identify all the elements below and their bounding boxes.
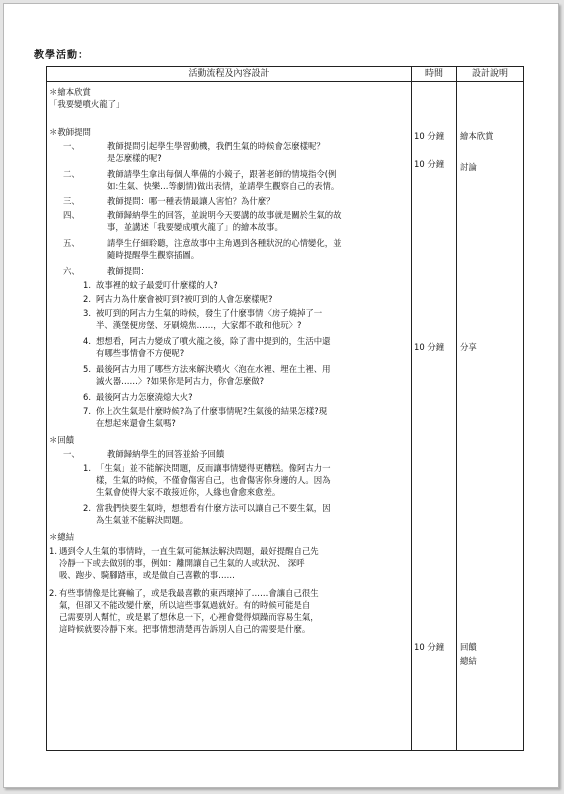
activity-line: 教師提問：哪一種表情最讓人害怕？為什麼？: [107, 196, 275, 206]
activity-line: 在想起來還會生氣嗎?: [96, 418, 176, 428]
design-note: 總結: [460, 656, 477, 666]
item-number: 四、: [63, 210, 80, 220]
item-number: 5.: [83, 364, 91, 374]
activity-line: 遇到令人生氣的事情時，一直生氣可能無法解決問題，最好提醒自己先: [59, 546, 319, 556]
activity-line: ＊繪本欣賞: [49, 87, 91, 97]
activity-line: 「生氣」並不能解決問題，反而讓事情變得更糟糕。像阿古力一: [96, 463, 331, 473]
item-number: 2.: [83, 294, 91, 304]
item-number: 五、: [63, 238, 80, 248]
activity-line: 最後阿古力用了哪些方法來解決噴火〈泡在水裡、埋在土裡、用: [96, 364, 331, 374]
table-body-row: [47, 82, 524, 751]
design-notes-cell: [457, 82, 524, 751]
activity-line: 生氣會使得大家不敢接近你，人緣也會愈來愈差。: [96, 487, 281, 497]
activity-line: ＊總結: [49, 532, 75, 542]
item-number: 4.: [83, 336, 91, 346]
activity-line: 教師提問引起學生學習動機，我們生氣的時候會怎麼樣呢？: [107, 141, 325, 151]
item-number: 二、: [63, 169, 80, 179]
item-number: 一、: [63, 141, 80, 151]
item-number: 7.: [83, 406, 91, 416]
activity-line: 你上次生氣是什麼時候?為了什麼事情呢?生氣後的結果怎樣?現: [96, 406, 328, 416]
item-number: 2.: [83, 503, 91, 513]
time-entry: 10 分鐘: [414, 159, 445, 169]
activity-line: 半、漢堡便房堡、牙刷燒焦……，大家都不敢和他玩〉?: [96, 320, 302, 330]
activity-line: 阿古力為什麼會被叮到?被叮到的人會怎麼樣呢?: [96, 294, 273, 304]
activity-line: 為生氣並不能解決問題。: [96, 515, 189, 525]
activity-line: 教師請學生拿出每個人準備的小鏡子，跟著老師的情境指令(例: [107, 169, 337, 179]
activity-line: 事，並講述「我要變成噴火龍了」的繪本故事。: [107, 222, 283, 232]
activity-line: 是怎麼樣的呢?: [107, 153, 162, 163]
activity-line: 吸、跑步、騎腳踏車，或是做自己喜歡的事……: [59, 570, 235, 580]
lesson-plan-table: [46, 66, 524, 751]
activity-line: 氣，但卻又不能改變什麼，所以這些事氣過就好。有的時候可能是自: [59, 600, 311, 610]
activity-line: ＊回饋: [49, 435, 75, 445]
activity-line: 樣，生氣的時候，不僅會傷害自己，也會傷害你身邊的人。因為: [96, 475, 331, 485]
activity-line: 想想看，阿古力變成了噴火龍之後，除了書中提到的，生活中還: [96, 336, 331, 346]
item-number: 一、: [63, 449, 80, 459]
activity-line: 冷靜一下或去做別的事，例如：離開讓自己生氣的人或狀況、 深呼: [59, 558, 305, 568]
activity-line: 己需要別人幫忙，或是累了想休息一下，心裡會覺得煩躁而容易生氣，: [59, 612, 319, 622]
item-number: 1.: [83, 463, 91, 473]
activity-line: 這時候就要冷靜下來。把事情想清楚再告訴別人自己的需要是什麼。: [59, 624, 311, 634]
header-notes: 設計說明: [457, 67, 524, 82]
activity-line: 故事裡的蚊子最愛叮什麼樣的人?: [96, 280, 218, 290]
activity-line: 教師提問：: [107, 266, 149, 276]
activity-line: 被叮到的阿古力生氣的時候，發生了什麼事情〈房子燒掉了一: [96, 308, 323, 318]
activity-line: 有些事情像是比賽輸了，或是我最喜歡的東西壞掉了……會讓自己很生: [59, 588, 319, 598]
item-number: 6.: [83, 392, 91, 402]
activity-line: 請學生仔細聆聽，注意故事中主角遇到各種狀況的心情變化，並: [107, 238, 342, 248]
activity-line: 最後阿古力怎麼澆熄大火?: [96, 392, 193, 402]
time-entry: 10 分鐘: [414, 131, 445, 141]
design-note: 分享: [460, 342, 477, 352]
activity-line: 隨時提醒學生觀察插圖。: [107, 250, 200, 260]
design-note: 繪本欣賞: [460, 131, 494, 141]
time-entry: 10 分鐘: [414, 342, 445, 352]
item-number: 三、: [63, 196, 80, 206]
activity-line: 當我們快要生氣時，想想看有什麼方法可以讓自己不要生氣，因: [96, 503, 331, 513]
activity-line: 滅火器……〉?如果你是阿古力，你會怎麼做?: [96, 376, 265, 386]
activity-line: 「我要變噴火龍了」: [49, 99, 125, 109]
activity-line: ＊教師提問: [49, 127, 91, 137]
activity-line: 教師歸納學生的回答，並說明今天要講的故事就是關於生氣的故: [107, 210, 342, 220]
document-page: [3, 3, 559, 788]
item-number: 1.: [83, 280, 91, 290]
section-heading: 教學活動：: [34, 50, 89, 61]
activity-line: 如:生氣、快樂…等劇情)做出表情，並請學生觀察自己的表情。: [107, 181, 340, 191]
item-number: 2.: [49, 588, 57, 598]
time-cell: [412, 82, 457, 751]
item-number: 3.: [83, 308, 91, 318]
header-time: 時間: [412, 67, 457, 82]
table-header-row: [47, 67, 524, 82]
design-note: 回饋: [460, 642, 477, 652]
time-entry: 10 分鐘: [414, 642, 445, 652]
item-number: 六、: [63, 266, 80, 276]
header-activity: 活動流程及內容設計: [47, 67, 412, 82]
activity-line: 有哪些事情會不方便呢?: [96, 348, 185, 358]
design-note: 討論: [460, 162, 477, 172]
activity-content-cell: [47, 82, 412, 751]
item-number: 1.: [49, 546, 57, 556]
activity-line: 教師歸納學生的回答並給予回饋: [107, 449, 225, 459]
